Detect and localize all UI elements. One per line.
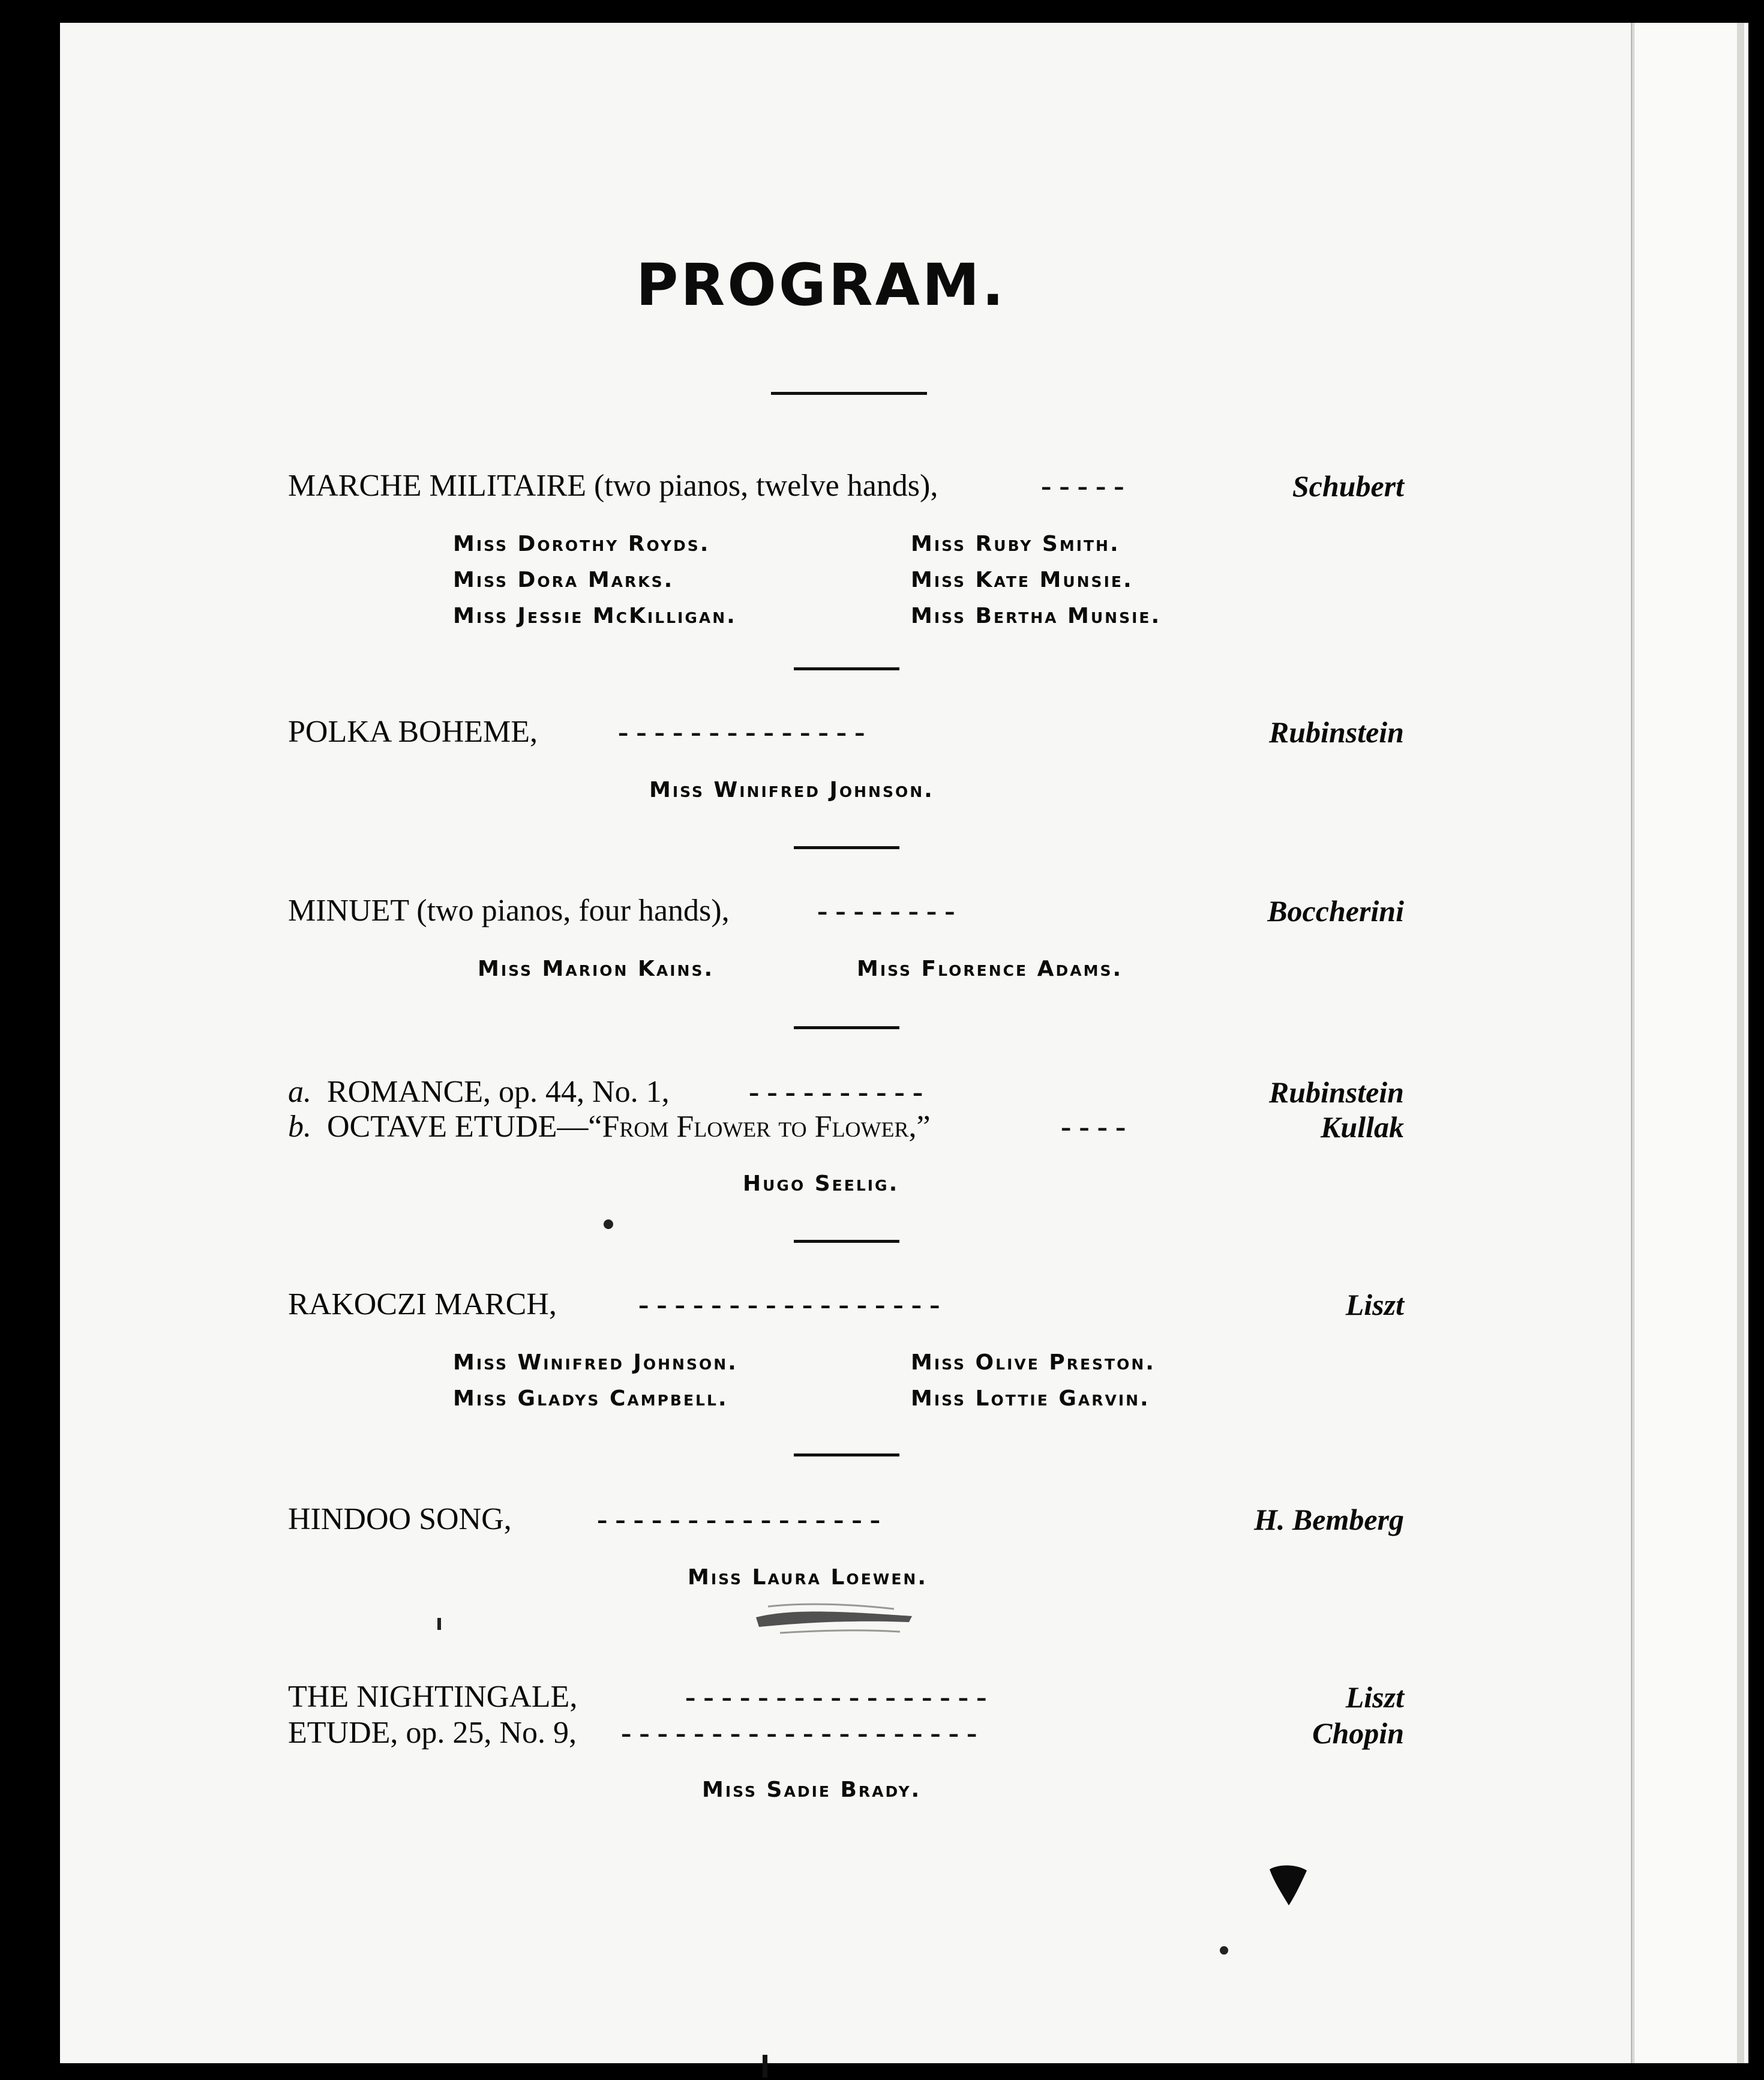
- piece-title: POLKA BOHEME,: [288, 715, 538, 749]
- performer-name: Miss Dorothy Royds.: [453, 532, 710, 556]
- performer-name: Miss Marion Kains.: [478, 957, 715, 981]
- dash-leader: - - - - - - - - - - - - - - - - -: [638, 1287, 940, 1321]
- composer-name: Rubinstein: [1268, 715, 1404, 749]
- performer-name: Miss Olive Preston.: [911, 1350, 1156, 1375]
- performer-name: Miss Bertha Munsie.: [911, 604, 1162, 628]
- piece-title: RAKOCZI MARCH,: [288, 1287, 557, 1321]
- piece-title: MINUET (two pianos, four hands),: [288, 894, 730, 928]
- section-rule: [794, 1240, 899, 1243]
- composer-name: H. Bemberg: [1254, 1503, 1404, 1536]
- dash-leader: - - - - - - - - - - - - - - - - -: [685, 1680, 987, 1714]
- dash-leader: - - - - - - - - - - - - - - - - - - - -: [621, 1716, 977, 1750]
- composer-name: Rubinstein: [1268, 1075, 1404, 1109]
- section-rule: [794, 667, 899, 670]
- performer-name: Miss Laura Loewen.: [688, 1565, 928, 1590]
- dash-leader: - - - - - - - -: [817, 894, 955, 928]
- dash-leader: - - - - - - - - - - - - - - - -: [597, 1502, 881, 1536]
- dash-leader: - - - - - - - - - - - - - -: [618, 715, 865, 749]
- dash-leader: - - - -: [1061, 1110, 1126, 1144]
- title-rule: [771, 392, 927, 395]
- performer-name: Miss Dora Marks.: [453, 568, 674, 592]
- piece-title: MARCHE MILITAIRE (two pianos, twelve hands),: [288, 469, 938, 503]
- composer-name: Chopin: [1312, 1716, 1404, 1750]
- ink-speck: [600, 1215, 618, 1233]
- performer-name: Miss Winifred Johnson.: [453, 1350, 738, 1375]
- dash-leader: - - - - - - - - - -: [749, 1075, 923, 1109]
- program-page: [60, 23, 1747, 2063]
- piece-title: ROMANCE, op. 44, No. 1,: [327, 1075, 670, 1109]
- piece-title: OCTAVE ETUDE—“From Flower to Flower,”: [327, 1110, 931, 1144]
- composer-name: Liszt: [1345, 1288, 1404, 1321]
- section-rule: [794, 1026, 899, 1029]
- performer-name: Miss Ruby Smith.: [911, 532, 1120, 556]
- piece-title: ETUDE, op. 25, No. 9,: [288, 1716, 577, 1750]
- composer-name: Kullak: [1321, 1110, 1404, 1144]
- ink-speck: [1265, 1863, 1313, 1911]
- section-rule: [794, 1453, 899, 1456]
- piece-title: THE NIGHTINGALE,: [288, 1680, 578, 1714]
- piece-title: HINDOO SONG,: [288, 1502, 512, 1536]
- piece-prefix: b.: [288, 1110, 311, 1144]
- composer-name: Liszt: [1345, 1680, 1404, 1714]
- ink-speck: [756, 2052, 774, 2080]
- page-edge-shadow: [1737, 23, 1744, 2063]
- performer-name: Miss Sadie Brady.: [702, 1778, 922, 1802]
- fold-line: [1631, 23, 1633, 2063]
- smudged-rule-ornament: [744, 1593, 924, 1647]
- ink-speck: [432, 1614, 446, 1638]
- performer-name: Miss Florence Adams.: [857, 957, 1123, 981]
- adjacent-page-edge: [1633, 23, 1748, 2063]
- ink-speck: [1212, 1938, 1236, 1962]
- performer-name: Miss Kate Munsie.: [911, 568, 1133, 592]
- dash-leader: - - - - -: [1041, 469, 1124, 503]
- composer-name: Schubert: [1292, 469, 1404, 503]
- performer-name: Hugo Seelig.: [743, 1171, 899, 1196]
- performer-name: Miss Gladys Campbell.: [453, 1386, 728, 1411]
- performer-name: Miss Winifred Johnson.: [649, 778, 934, 802]
- composer-name: Boccherini: [1267, 894, 1404, 928]
- piece-prefix: a.: [288, 1075, 311, 1109]
- performer-name: Miss Lottie Garvin.: [911, 1386, 1150, 1411]
- performer-name: Miss Jessie McKilligan.: [453, 604, 737, 628]
- program-title: PROGRAM.: [636, 251, 1006, 319]
- section-rule: [794, 846, 899, 849]
